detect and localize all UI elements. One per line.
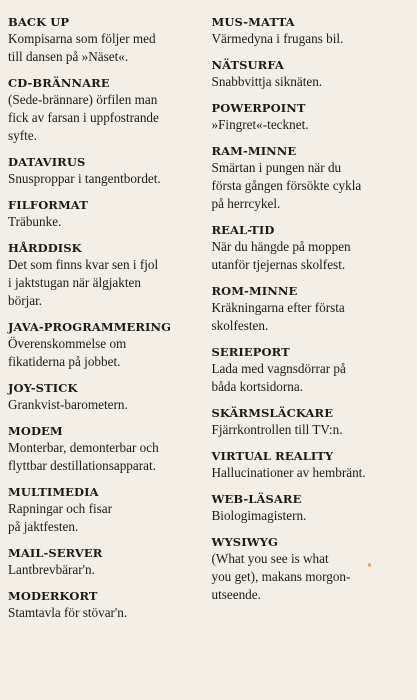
glossary-entry: [8, 588, 211, 622]
definition-line: på jaktfesten.: [8, 519, 79, 534]
entry-term: DATAVIRUS: [8, 155, 86, 169]
glossary-entry: [211, 344, 407, 396]
glossary-entry: [211, 491, 407, 525]
definition-line: i jaktstugan när älgjakten: [8, 275, 141, 290]
glossary-entry: [211, 143, 407, 213]
entry-definition: [8, 561, 211, 579]
entry-term: WEB-LÄSARE: [211, 492, 302, 506]
definition-line: Biologimagistern.: [211, 508, 307, 523]
definition-line: Fjärrkontrollen till TV:n.: [211, 422, 343, 437]
definition-line: (Sede-brännare) örfilen man: [8, 92, 158, 107]
definition-line: skolfesten.: [211, 318, 269, 333]
glossary-entry: [8, 14, 211, 66]
entry-term: JAVA-PROGRAMMERING: [8, 320, 172, 334]
glossary-entry: [211, 534, 407, 604]
definition-line: Rapningar och fisar: [8, 501, 112, 516]
entry-definition: [8, 439, 211, 475]
entry-term: FILFORMAT: [8, 198, 88, 212]
definition-line: flyttbar destillationsapparat.: [8, 458, 156, 473]
definition-line: fick av farsan i uppfostrande: [8, 110, 159, 125]
definition-line: Värmedyna i frugans bil.: [211, 31, 344, 46]
definition-line: (What you see is what: [211, 551, 329, 566]
glossary-column-left: [8, 14, 211, 700]
entry-term: POWERPOINT: [211, 101, 306, 115]
entry-definition: [8, 170, 211, 188]
entry-term: MODEM: [8, 424, 63, 438]
entry-definition: [211, 421, 407, 439]
glossary-entry: [8, 380, 211, 414]
definition-line: Kompisarna som följer med: [8, 31, 156, 46]
glossary-entry: [8, 197, 211, 231]
glossary-entry: [8, 545, 211, 579]
entry-definition: [211, 507, 407, 525]
glossary-entry: [8, 75, 211, 145]
definition-line: Snabbvittja siknäten.: [211, 74, 323, 89]
entry-term: JOY-STICK: [8, 381, 78, 395]
definition-line: Smärtan i pungen när du: [211, 160, 342, 175]
entry-term: MODERKORT: [8, 589, 98, 603]
entry-term: VIRTUAL REALITY: [211, 449, 334, 463]
entry-definition: [211, 550, 407, 604]
definition-line: fikatiderna på jobbet.: [8, 354, 121, 369]
entry-definition: [8, 604, 211, 622]
glossary-entry: [211, 222, 407, 274]
entry-term: ROM-MINNE: [211, 284, 298, 298]
glossary-entry: [8, 484, 211, 536]
entry-term: SERIEPORT: [211, 345, 290, 359]
definition-line: Lada med vagnsdörrar på: [211, 361, 346, 376]
entry-definition: [8, 335, 211, 371]
definition-line: till dansen på »Näset«.: [8, 49, 129, 64]
glossary-column-right: [211, 14, 407, 700]
glossary-entry: [211, 57, 407, 91]
definition-line: Lantbrevbärar'n.: [8, 562, 95, 577]
entry-definition: [211, 73, 407, 91]
definition-line: »Fingret«-tecknet.: [211, 117, 309, 132]
entry-definition: [211, 30, 407, 48]
entry-definition: [211, 360, 407, 396]
entry-term: WYSIWYG: [211, 535, 278, 549]
definition-line: Stamtavla för stövar'n.: [8, 605, 128, 620]
glossary-entry: [211, 283, 407, 335]
definition-line: utseende.: [211, 587, 261, 602]
entry-definition: [8, 30, 211, 66]
glossary-entry: [8, 423, 211, 475]
entry-definition: [8, 396, 211, 414]
entry-definition: [8, 91, 211, 145]
definition-line: Det som finns kvar sen i fjol: [8, 257, 159, 272]
entry-term: MAIL-SERVER: [8, 546, 103, 560]
entry-definition: [211, 116, 407, 134]
entry-term: HÅRDDISK: [8, 241, 82, 255]
entry-term: SKÄRMSLÄCKARE: [211, 406, 334, 420]
entry-definition: [8, 256, 211, 310]
entry-term: BACK UP: [8, 15, 70, 29]
definition-line: första gången försökte cykla: [211, 178, 362, 193]
definition-line: Träbunke.: [8, 214, 62, 229]
definition-line: Monterbar, demonterbar och: [8, 440, 159, 455]
glossary-entry: [8, 319, 211, 371]
entry-definition: [211, 299, 407, 335]
glossary-entry: [211, 448, 407, 482]
definition-line: syfte.: [8, 128, 37, 143]
definition-line: Hallucinationer av hembränt.: [211, 465, 366, 480]
entry-definition: [8, 213, 211, 231]
glossary-entry: [211, 405, 407, 439]
definition-line: på herrcykel.: [211, 196, 281, 211]
definition-line: you get), makans morgon-: [211, 569, 351, 584]
definition-line: När du hängde på moppen: [211, 239, 351, 254]
definition-line: Snusproppar i tangentbordet.: [8, 171, 161, 186]
entry-definition: [211, 238, 407, 274]
entry-definition: [8, 500, 211, 536]
entry-definition: [211, 464, 407, 482]
entry-term: MUS-MATTA: [211, 15, 295, 29]
glossary-entry: [8, 240, 211, 310]
entry-term: REAL-TID: [211, 223, 275, 237]
glossary-entry: [8, 154, 211, 188]
definition-line: båda kortsidorna.: [211, 379, 304, 394]
glossary-entry: [211, 100, 407, 134]
glossary-entry: [211, 14, 407, 48]
entry-term: RAM-MINNE: [211, 144, 297, 158]
definition-line: Kräkningarna efter första: [211, 300, 345, 315]
entry-definition: [211, 159, 407, 213]
definition-line: Grankvist-barometern.: [8, 397, 128, 412]
entry-term: CD-BRÄNNARE: [8, 76, 110, 90]
definition-line: Överenskommelse om: [8, 336, 127, 351]
definition-line: börjar.: [8, 293, 43, 308]
paper-speck: [368, 563, 371, 567]
entry-term: MULTIMEDIA: [8, 485, 99, 499]
definition-line: utanför tjejernas skolfest.: [211, 257, 346, 272]
entry-term: NÄTSURFA: [211, 58, 284, 72]
